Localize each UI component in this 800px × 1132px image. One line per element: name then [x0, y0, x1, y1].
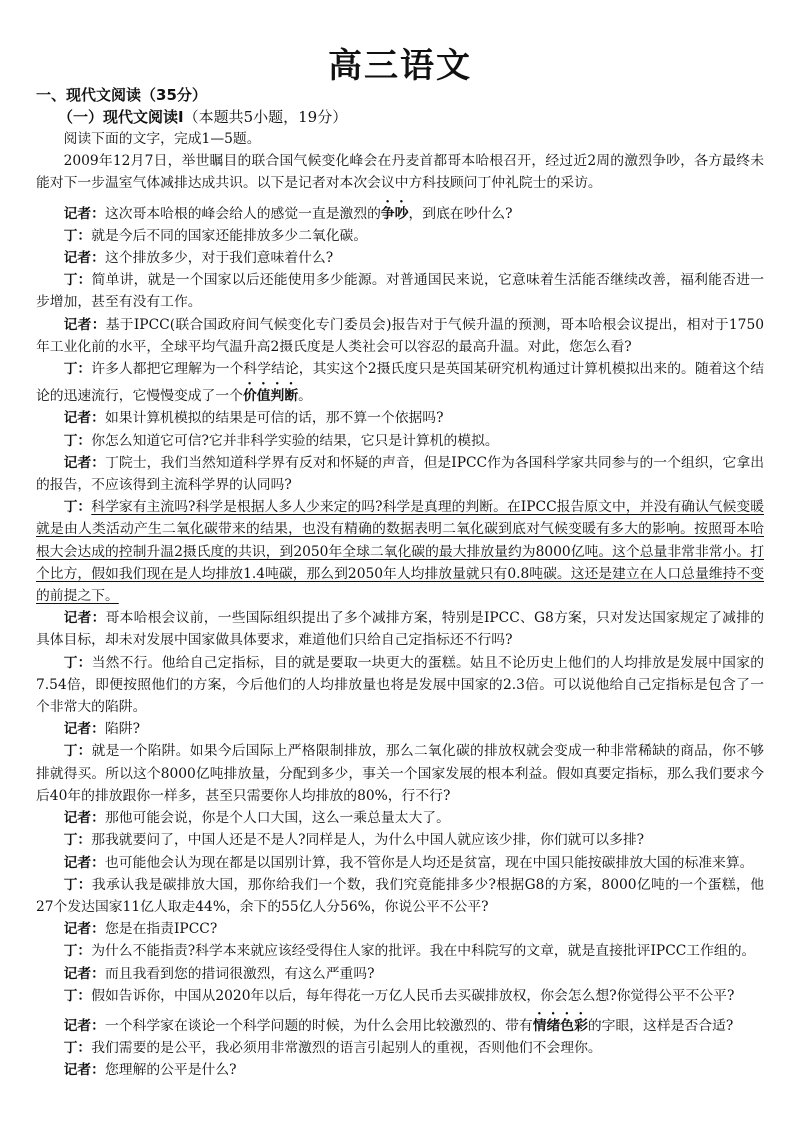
answer-1: 丁：就是今后不同的国家还能排放多少二氧化碳。 — [63, 227, 368, 244]
subsection-note: （本题共5小题，19分） — [183, 108, 348, 126]
answer-5 — [36, 496, 764, 607]
underlined-passage: 科学家有主流吗?科学是根据人多人少来定的吗?科学是真理的判断。在IPCC报告原文中，并没有确认气候变暖就是由人类活动产生二氧化碳带来的结果，也没有精确的数据表明二氧化碳到底对气候变暖有多大的影响。按照哥本哈根大会达成的控制升温2摄氏度的共识，到2050年全球二氧化碳的最大排放量约为8000亿吨。这个总量非常非常小。打个比方，假如我们现在是人均排放1.4吨碳，那么到2050年人均排放量就只有0.8吨碳。这还是建立在人口总量维持不变的前提之下。 — [36, 499, 765, 605]
answer-12: 丁：我们需要的是公平，我必须用非常激烈的语言引起别人的重视，否则他们不会理你。 — [63, 1040, 602, 1057]
subsection-heading — [58, 106, 347, 127]
subsection-label: （一）现代文阅读Ⅰ — [58, 108, 184, 126]
question-11: 记者：而且我看到您的措词很激烈，有这么严重吗? — [63, 965, 375, 982]
question-2: 记者：这个排放多少，对于我们意味着什么? — [63, 250, 334, 267]
question-12: 记者：一个科学家在谈论一个科学问题的时候，为什么会用比较激烈的、带有情绪色彩的字眼，这样是否合适? — [63, 1017, 734, 1034]
speaker-reporter: 记者： — [63, 965, 105, 982]
speaker-ding: 丁： — [63, 943, 92, 960]
speaker-ding: 丁： — [63, 876, 92, 893]
answer-9: 丁：我承认我是碳排放大国，那你给我们一个数，我们究竟能排多少?根据G8的方案，8000亿吨的一个蛋糕，他27个发达国家11亿人取走44%，余下的55亿人分56%，你说公平不公平? — [36, 876, 764, 915]
question-8: 记者：那他可能会说，你是个人口大国，这么一乘总量太大了。 — [63, 810, 450, 827]
speaker-reporter: 记者： — [63, 454, 106, 471]
speaker-reporter: 记者： — [63, 1062, 105, 1079]
question-4: 记者：如果计算机模拟的结果是可信的话，那不算一个依据吗? — [63, 410, 444, 427]
speaker-reporter: 记者： — [63, 854, 105, 871]
answer-3: 丁：许多人都把它理解为一个科学结论，其实这个2摄氏度只是英国某研究机构通过计算机模拟出来的。随着这个结论的迅速流行，它慢慢变成了一个价值判断。 — [36, 361, 765, 405]
instruction: 阅读下面的文字，完成1—5题。 — [63, 131, 261, 147]
speaker-ding: 丁： — [63, 743, 92, 760]
answer-6: 丁：当然不行。他给自己定指标，目的就是要取一块更大的蛋糕。姑且不论历史上他们的人均排放是发展中国家的7.54倍，即便按照他们的方案，今后他们的人均排放量也将是发展中国家的2.3倍。可以说他给自己定指标是包含了一个非常大的陷阱。 — [36, 654, 765, 716]
speaker-ding: 丁： — [63, 654, 92, 671]
speaker-reporter: 记者： — [63, 316, 106, 333]
speaker-ding: 丁： — [63, 832, 92, 849]
speaker-ding: 丁： — [63, 432, 92, 449]
question-9: 记者：也可能他会认为现在都是以国别计算，我不管你是人均还是贫富，现在中国只能按碳排放大国的标准来算。 — [63, 854, 754, 871]
intro-paragraph: 2009年12月7日，举世瞩目的联合国气候变化峰会在丹麦首都哥本哈根召开，经过近2周的激烈争吵，各方最终未能对下一步温室气体减排达成共识。以下是记者对本次会议中方科技顾问丁仲礼院士的采访。 — [36, 153, 764, 192]
question-6: 记者：哥本哈根会议前，一些国际组织提出了多个减排方案，特别是IPCC、G8方案，只对发达国家规定了减排的具体目标，却未对发展中国家做具体要求，难道他们只给自己定指标还不行吗? — [36, 610, 764, 649]
answer-4: 丁：你怎么知道它可信?它并非科学实验的结果，它只是计算机的模拟。 — [63, 432, 499, 449]
question-3: 记者：基于IPCC(联合国政府间气候变化专门委员会)报告对于气候升温的预测，哥本哈根会议提出，相对于1750年工业化前的水平，全球平均气温升高2摄氏度是人类社会可以容忍的最高升温。对此，您怎么看? — [36, 316, 764, 355]
section-heading: 一、现代文阅读（35分） — [36, 86, 207, 104]
speaker-reporter: 记者： — [63, 1017, 105, 1034]
speaker-reporter: 记者： — [63, 410, 105, 427]
question-5: 记者：丁院士，我们当然知道科学界有反对和怀疑的声音，但是IPCC作为各国科学家共同参与的一个组织，它拿出的报告，不应该得到主流科学界的认同吗? — [36, 454, 765, 494]
emphasized-word: 价值判断 — [242, 388, 299, 405]
question-1: 记者：这次哥本哈根的峰会给人的感觉一直是激烈的争吵，到底在吵什么? — [63, 205, 513, 222]
speaker-ding: 丁： — [63, 227, 92, 244]
emphasized-word: 情绪色彩 — [532, 1017, 588, 1034]
question-7: 记者：陷阱? — [63, 721, 140, 738]
question-13: 记者：您理解的公平是什么? — [63, 1062, 237, 1079]
speaker-reporter: 记者： — [63, 921, 105, 938]
answer-7: 丁：就是一个陷阱。如果今后国际上严格限制排放，那么二氧化碳的排放权就会变成一种非常稀缺的商品，你不够排就得买。所以这个8000亿吨排放量，分配到多少，事关一个国家发展的根本利益。假如真要定指标，那么我们要求今后40年的排放跟你一样多，甚至只需要你人均排放的80%，行不行? — [36, 743, 765, 804]
speaker-ding: 丁： — [63, 499, 92, 516]
answer-8: 丁：那我就要问了，中国人还是不是人?同样是人，为什么中国人就应该少排，你们就可以多排? — [63, 832, 645, 849]
question-10: 记者：您是在指责IPCC? — [63, 921, 218, 938]
answer-10: 丁：为什么不能指责?科学本来就应该经受得住人家的批评。我在中科院写的文章，就是直接批评IPCC工作组的。 — [63, 943, 756, 960]
answer-11: 丁：假如告诉你，中国从2020年以后，每年得花一万亿人民币去买碳排放权，你会怎么想?你觉得公平不公平? — [63, 987, 735, 1004]
speaker-ding: 丁： — [63, 987, 92, 1004]
speaker-reporter: 记者： — [63, 721, 105, 738]
page-title: 高三语文 — [328, 46, 472, 86]
speaker-reporter: 记者： — [63, 250, 105, 267]
speaker-ding: 丁： — [63, 272, 92, 289]
speaker-ding: 丁： — [63, 361, 92, 378]
answer-2: 丁：简单讲，就是一个国家以后还能使用多少能源。对普通国民来说，它意味着生活能否继续改善，福利能否进一步增加，甚至有没有工作。 — [36, 272, 765, 311]
article-body — [36, 128, 764, 1082]
speaker-reporter: 记者： — [63, 810, 105, 827]
speaker-ding: 丁： — [63, 1040, 92, 1057]
emphasized-word: 争吵 — [380, 205, 409, 222]
speaker-reporter: 记者： — [63, 205, 105, 222]
speaker-reporter: 记者： — [63, 610, 106, 627]
